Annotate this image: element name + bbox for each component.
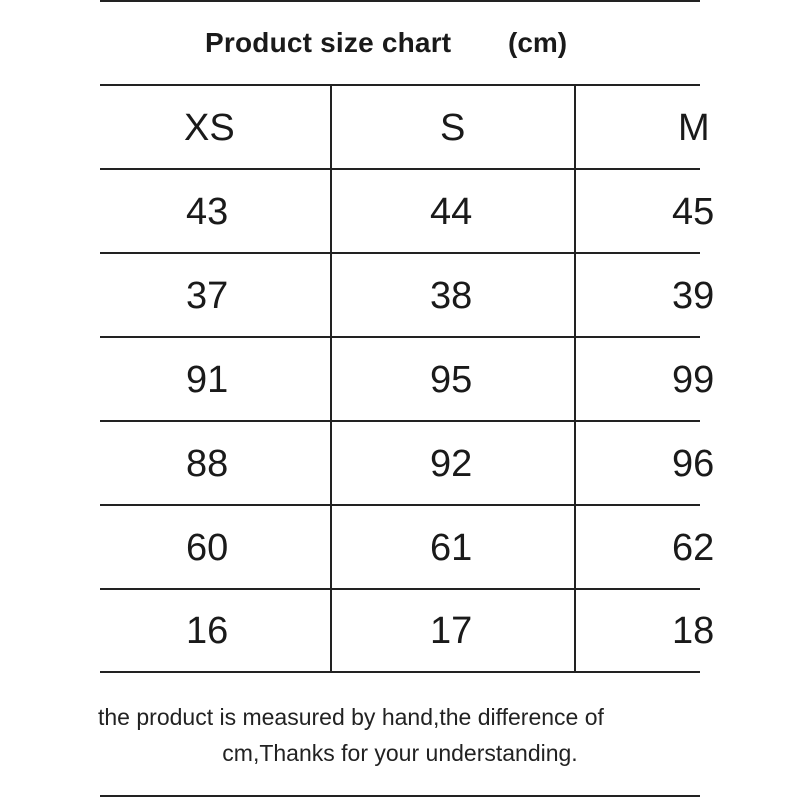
table-cell: 62 xyxy=(672,527,715,569)
table-cell: 45 xyxy=(672,191,715,233)
table-cell: 91 xyxy=(186,359,229,401)
table-cell: 44 xyxy=(430,191,473,233)
table-cell: 92 xyxy=(430,443,473,485)
table-cell: 95 xyxy=(430,359,473,401)
measurement-note-line-2: cm,Thanks for your understanding. xyxy=(222,740,578,766)
column-divider xyxy=(330,84,332,673)
table-cell: 37 xyxy=(186,275,229,317)
column-divider xyxy=(574,84,576,673)
table-cell: 60 xyxy=(186,527,229,569)
size-chart xyxy=(98,0,715,800)
header-cell-m: M xyxy=(678,107,710,149)
table-cell: 96 xyxy=(672,443,715,485)
table-cell: 16 xyxy=(186,610,229,652)
top-border xyxy=(100,0,700,2)
title-text: Product size chart xyxy=(205,27,452,58)
measurement-note-line-1: the product is measured by hand,the difference of xyxy=(98,704,604,730)
title-unit: (cm) xyxy=(508,27,568,58)
table-cell: 38 xyxy=(430,275,473,317)
table-cell: 99 xyxy=(672,359,715,401)
header-cell-s: S xyxy=(440,107,466,149)
header-cell-xs: XS xyxy=(184,107,235,149)
table-cell: 88 xyxy=(186,443,229,485)
table-cell: 61 xyxy=(430,527,473,569)
table-cell: 43 xyxy=(186,191,229,233)
table-cell: 17 xyxy=(430,610,473,652)
table-cell: 18 xyxy=(672,610,715,652)
table-cell: 39 xyxy=(672,275,715,317)
chart-title xyxy=(100,27,700,67)
bottom-border xyxy=(100,795,700,797)
